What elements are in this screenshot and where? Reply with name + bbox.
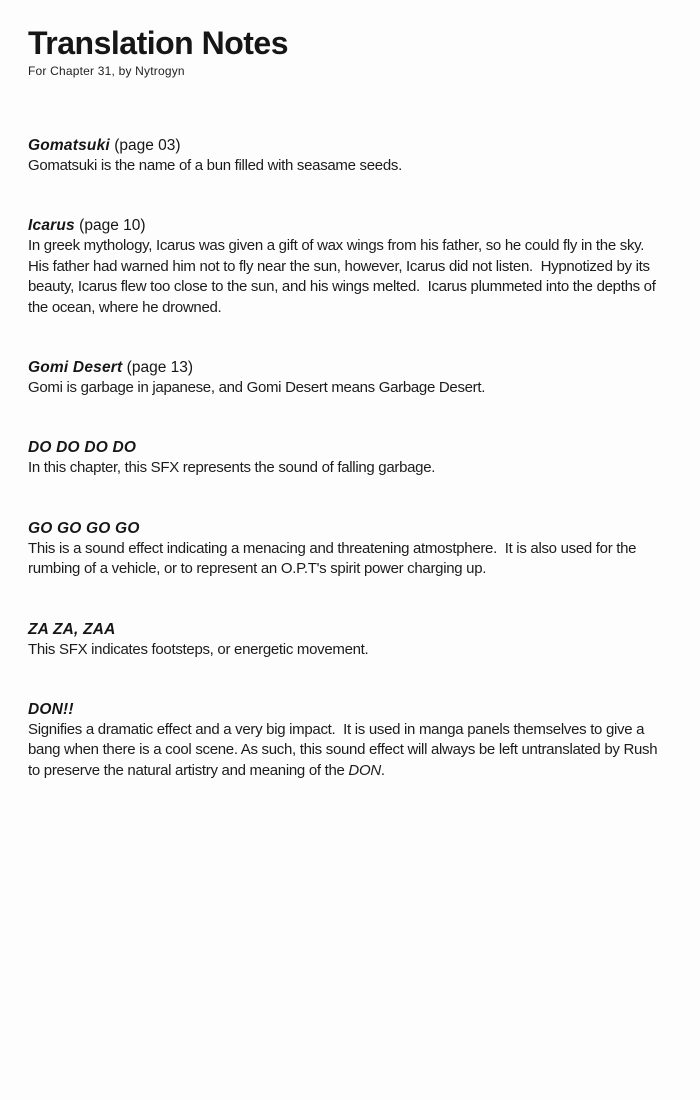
note-term: DON!!	[28, 701, 74, 719]
note-heading	[28, 700, 672, 720]
note-term: ZA ZA, ZAA	[28, 620, 116, 638]
note-body	[28, 720, 672, 781]
note-term: GO GO GO GO	[28, 519, 140, 537]
note-body: This SFX indicates footsteps, or energetic movement.	[28, 640, 369, 658]
note-body: Gomatsuki is the name of a bun filled with seasame seeds.	[28, 157, 402, 174]
note-page-ref: (page 03)	[109, 137, 181, 154]
note-section-don	[28, 700, 672, 781]
note-section-go-go-go-go	[28, 519, 672, 580]
note-heading	[28, 216, 672, 236]
note-body-period: .	[380, 761, 385, 779]
note-section-do-do-do-do	[28, 438, 672, 478]
note-heading	[28, 438, 672, 458]
note-term: Gomi Desert	[28, 359, 123, 377]
note-body: In this chapter, this SFX represents the sound of falling garbage.	[28, 459, 436, 477]
note-heading	[28, 358, 672, 378]
note-term: Icarus	[28, 217, 75, 235]
page-title: Translation Notes	[28, 25, 288, 61]
note-page-ref: (page 10)	[74, 217, 146, 235]
note-section-icarus	[28, 216, 672, 318]
note-heading	[28, 519, 672, 539]
note-section-gomatsuki	[28, 136, 672, 176]
note-body: Gomi is garbage in japanese, and Gomi Desert means Garbage Desert.	[28, 379, 486, 397]
note-heading	[28, 620, 672, 640]
note-body: In greek mythology, Icarus was given a gift of wax wings from his father, so he could fly in the sky. His father had warned him not to fly near the sun, however, Icarus did not listen. Hypnotized by its beauty, Icarus flew too close to the sun, and his wings melted. Icarus plummeted into the depths of the ocean, where he drowned.	[28, 237, 660, 316]
note-body-italic-word: DON	[348, 761, 381, 779]
note-term: DO DO DO DO	[28, 439, 137, 457]
note-body-text: Signifies a dramatic effect and a very big impact. It is used in manga panels themselves to give a bang when there is a cool scene. As such, this sound effect will always be left untranslated by Rush to preserve the natural artistry and meaning of the	[28, 721, 662, 779]
note-section-gomi-desert	[28, 358, 672, 398]
note-term: Gomatsuki	[28, 137, 110, 154]
note-page-ref: (page 13)	[122, 359, 194, 377]
note-section-za-za-zaa	[28, 620, 672, 660]
note-body: This is a sound effect indicating a menacing and threatening atmostphere. It is also used for the rumbing of a vehicle, or to represent an O.P.T's spirit power charging up.	[28, 539, 641, 578]
page-header	[28, 25, 672, 78]
note-heading	[28, 136, 672, 156]
notes-list	[28, 136, 672, 781]
page-subtitle: For Chapter 31, by Nytrogyn	[28, 64, 185, 78]
